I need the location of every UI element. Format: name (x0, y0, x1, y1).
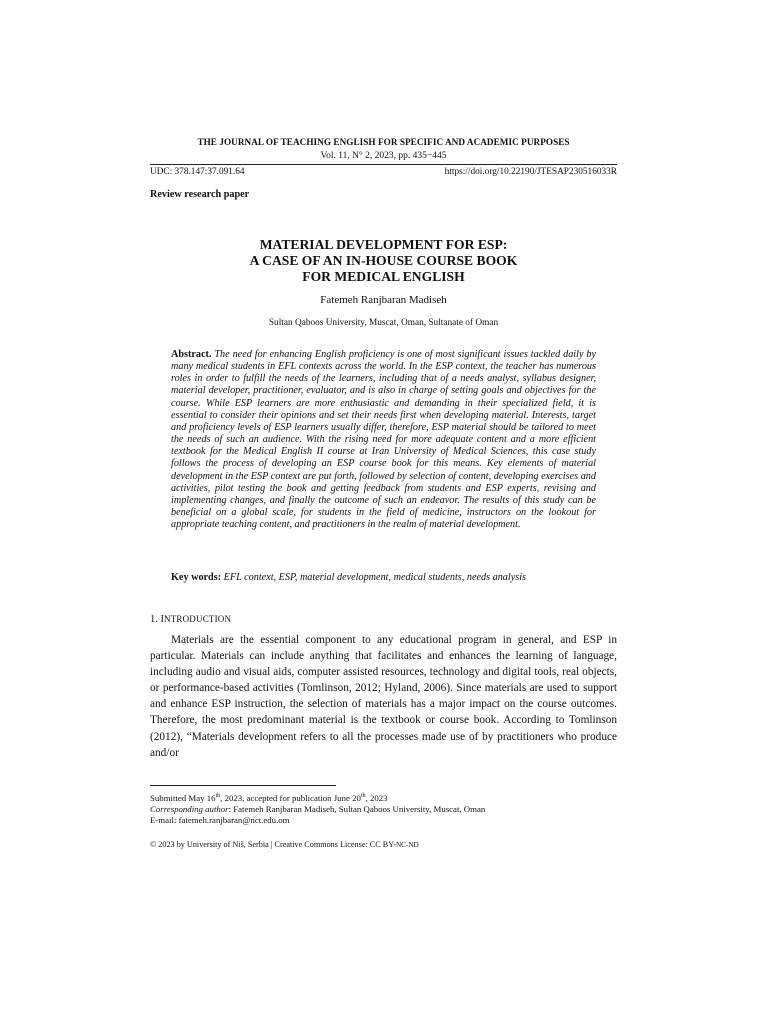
keywords-label: Key words: (171, 572, 222, 583)
submission-dates (150, 791, 617, 804)
title-line: A CASE OF AN IN-HOUSE COURSE BOOK (249, 253, 518, 268)
author-email[interactable]: E-mail: fatemeh.ranjbaran@nct.edu.om (150, 815, 290, 826)
keywords-text: EFL context, ESP, material development, medical students, needs analysis (223, 572, 527, 583)
license-text: © 2023 by University of Niš, Serbia | Creative Commons License: CC BY- (150, 840, 396, 849)
corresponding-label: Corresponding author (150, 804, 229, 815)
license-line (150, 840, 419, 849)
ordinal-suffix: th (360, 793, 366, 799)
abstract-text: The need for enhancing English proficiency is one of most significant issues tackled daily by many medical students in EFL contexts across the world. In the ESP context, the teacher has numerous roles in order to fulfill the needs of the learners, including that of a needs analyst, syllabus designer, material developer, practitioner, evaluator, and is also in charge of setting goals and objectives for the course. While ESP learners are more enthusiastic and demanding in their specialized field, it is essential to consider their opinions and set their needs first when developing material. Interests, target and proficiency levels of ESP learners usually differ, therefore, ESP material should be tailored to meet the needs of such an audience. With the rising need for more adequate content and a more efficient textbook for the Medical English II course at Iran University of Medical Sciences, this case study follows the process of developing an ESP course book for this means. Key elements of material development in the ESP context are put forth, followed by selection of content, developing exercises and activities, pilot testing the book and getting feedback from students and ESP experts, revising and implementing changes, and finally the outcome of such an endeavor. The results of this study can be beneficial on a global scale, for students in the field of medicine, instructors on the lookout for appropriate teaching content, and practitioners in the realm of material development. (171, 349, 597, 531)
doi-link[interactable]: https://doi.org/10.22190/JTESAP230516033R (444, 167, 617, 177)
keywords (171, 572, 596, 583)
header-rule (150, 164, 617, 165)
title-line: FOR MEDICAL ENGLISH (302, 269, 465, 284)
year-text: , 2023 (365, 792, 388, 803)
submitted-text: Submitted May 16 (150, 792, 216, 803)
section-number: 1. I (150, 614, 164, 625)
title-line: MATERIAL DEVELOPMENT FOR ESP: (259, 237, 508, 252)
body-text (150, 632, 617, 761)
author-name: Fatemeh Ranjbaran Madiseh (320, 294, 447, 306)
corresponding-text: : Fatemeh Ranjbaran Madiseh, Sultan Qaboos University, Muscat, Oman (228, 804, 486, 815)
udc-code: UDC: 378.147:37.091.64 (150, 167, 245, 177)
volume-info: Vol. 11, N° 2, 2023, pp. 435−445 (320, 151, 447, 161)
abstract (171, 349, 596, 531)
accepted-text: , 2023, accepted for publication June 20 (220, 792, 361, 803)
license-variant: NC-ND (395, 841, 419, 849)
journal-title: THE JOURNAL OF TEACHING ENGLISH FOR SPECIFIC AND ACADEMIC PURPOSES (197, 137, 570, 147)
paper-type: Review research paper (150, 189, 250, 200)
meta-row (150, 167, 617, 177)
section-title: NTRODUCTION (164, 614, 232, 624)
abstract-label: Abstract. (171, 349, 212, 360)
footnotes (150, 791, 617, 827)
body-paragraph: Materials are the essential component to any educational program in general, and ESP in particular. Materials can include anything that facilitates and enhances the learning of language, including audio and visual aids, computer assisted resources, technology and digital tools, real objects, or performance-based activities (Tomlinson, 2012; Hyland, 2006). Since materials are used to support and enhance ESP instruction, the selection of materials has a major impact on the course outcomes. Therefore, the most predominant material is the textbook or course book. According to Tomlinson (2012), “Materials development refers to all the processes made use of by practitioners who produce and/or (150, 634, 617, 759)
footnote-rule (150, 785, 336, 786)
corresponding-author (150, 804, 617, 815)
paper-title (150, 237, 617, 285)
section-heading (150, 614, 231, 625)
author-affiliation: Sultan Qaboos University, Muscat, Oman, Sultanate of Oman (268, 318, 499, 328)
ordinal-suffix: th (215, 793, 221, 799)
